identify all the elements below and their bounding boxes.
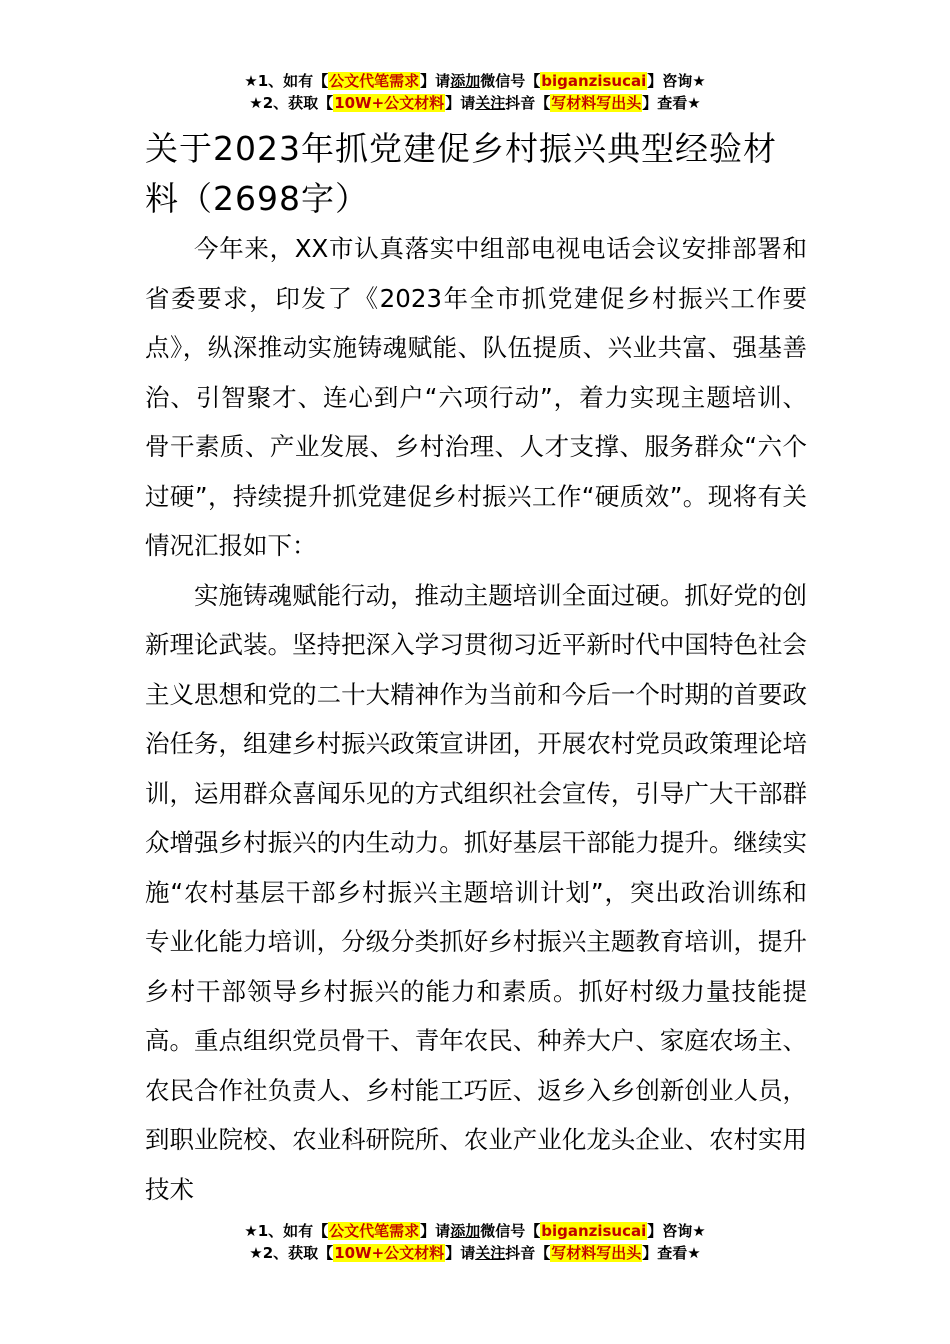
- promo-highlight: biganzisucai: [541, 72, 647, 90]
- promo-text: 】查看★: [642, 1244, 701, 1262]
- promo-emphasis: 关注: [475, 94, 506, 112]
- promo-line-2: [0, 92, 950, 114]
- promo-banner-top: [0, 70, 950, 114]
- promo-text: ★2、获取【: [249, 1244, 334, 1262]
- promo-line-1: [0, 1220, 950, 1242]
- promo-highlight: 公文代笔需求: [329, 1222, 420, 1240]
- promo-text: 微信号【: [480, 1222, 541, 1240]
- promo-text: 】请: [445, 1244, 476, 1262]
- promo-text: ★1、如有【: [244, 1222, 329, 1240]
- promo-highlight: biganzisucai: [541, 1222, 647, 1240]
- promo-text: 】查看★: [642, 94, 701, 112]
- promo-text: 】请: [445, 94, 476, 112]
- promo-text: 微信号【: [480, 72, 541, 90]
- promo-text: ★2、获取【: [249, 94, 334, 112]
- promo-text: 抖音【: [505, 1244, 551, 1262]
- promo-text: ★1、如有【: [244, 72, 329, 90]
- promo-emphasis: 添加: [450, 72, 481, 90]
- promo-text: 】咨询★: [647, 1222, 706, 1240]
- promo-text: 】咨询★: [647, 72, 706, 90]
- promo-emphasis: 添加: [450, 1222, 481, 1240]
- promo-emphasis: 关注: [475, 1244, 506, 1262]
- paragraph: 今年来，XX市认真落实中组部电视电话会议安排部署和省委要求，印发了《2023年全市抓党建促乡村振兴工作要点》，纵深推动实施铸魂赋能、队伍提质、兴业共富、强基善治、引智聚才、连心到户“六项行动”，着力实现主题培训、骨干素质、产业发展、乡村治理、人才支撑、服务群众“六个过硬”，持续提升抓党建促乡村振兴工作“硬质效”。现将有关情况汇报如下：: [145, 234, 807, 560]
- document-title: 关于2023年抓党建促乡村振兴典型经验材料（2698字）: [145, 129, 777, 218]
- document-body: [145, 124, 807, 1214]
- paragraph: 实施铸魂赋能行动，推动主题培训全面过硬。抓好党的创新理论武装。坚持把深入学习贯彻习近平新时代中国特色社会主义思想和党的二十大精神作为当前和今后一个时期的首要政治任务，组建乡村振兴政策宣讲团，开展农村党员政策理论培训，运用群众喜闻乐见的方式组织社会宣传，引导广大干部群众增强乡村振兴的内生动力。抓好基层干部能力提升。继续实施“农村基层干部乡村振兴主题培训计划”，突出政治训练和专业化能力培训，分级分类抓好乡村振兴主题教育培训，提升乡村干部领导乡村振兴的能力和素质。抓好村级力量技能提高。重点组织党员骨干、青年农民、种养大户、家庭农场主、农民合作社负责人、乡村能工巧匠、返乡入乡创新创业人员，到职业院校、农业科研院所、农业产业化龙头企业、农村实用技术: [145, 580, 807, 1204]
- promo-highlight: 写材料写出头: [551, 1244, 642, 1262]
- promo-highlight: 写材料写出头: [551, 94, 642, 112]
- promo-text: 】请: [420, 72, 451, 90]
- promo-text: 抖音【: [505, 94, 551, 112]
- promo-highlight: 10W+公文材料: [334, 94, 445, 112]
- promo-text: 】请: [420, 1222, 451, 1240]
- promo-highlight: 10W+公文材料: [334, 1244, 445, 1262]
- promo-line-2: [0, 1242, 950, 1264]
- promo-line-1: [0, 70, 950, 92]
- promo-banner-bottom: [0, 1220, 950, 1264]
- promo-highlight: 公文代笔需求: [329, 72, 420, 90]
